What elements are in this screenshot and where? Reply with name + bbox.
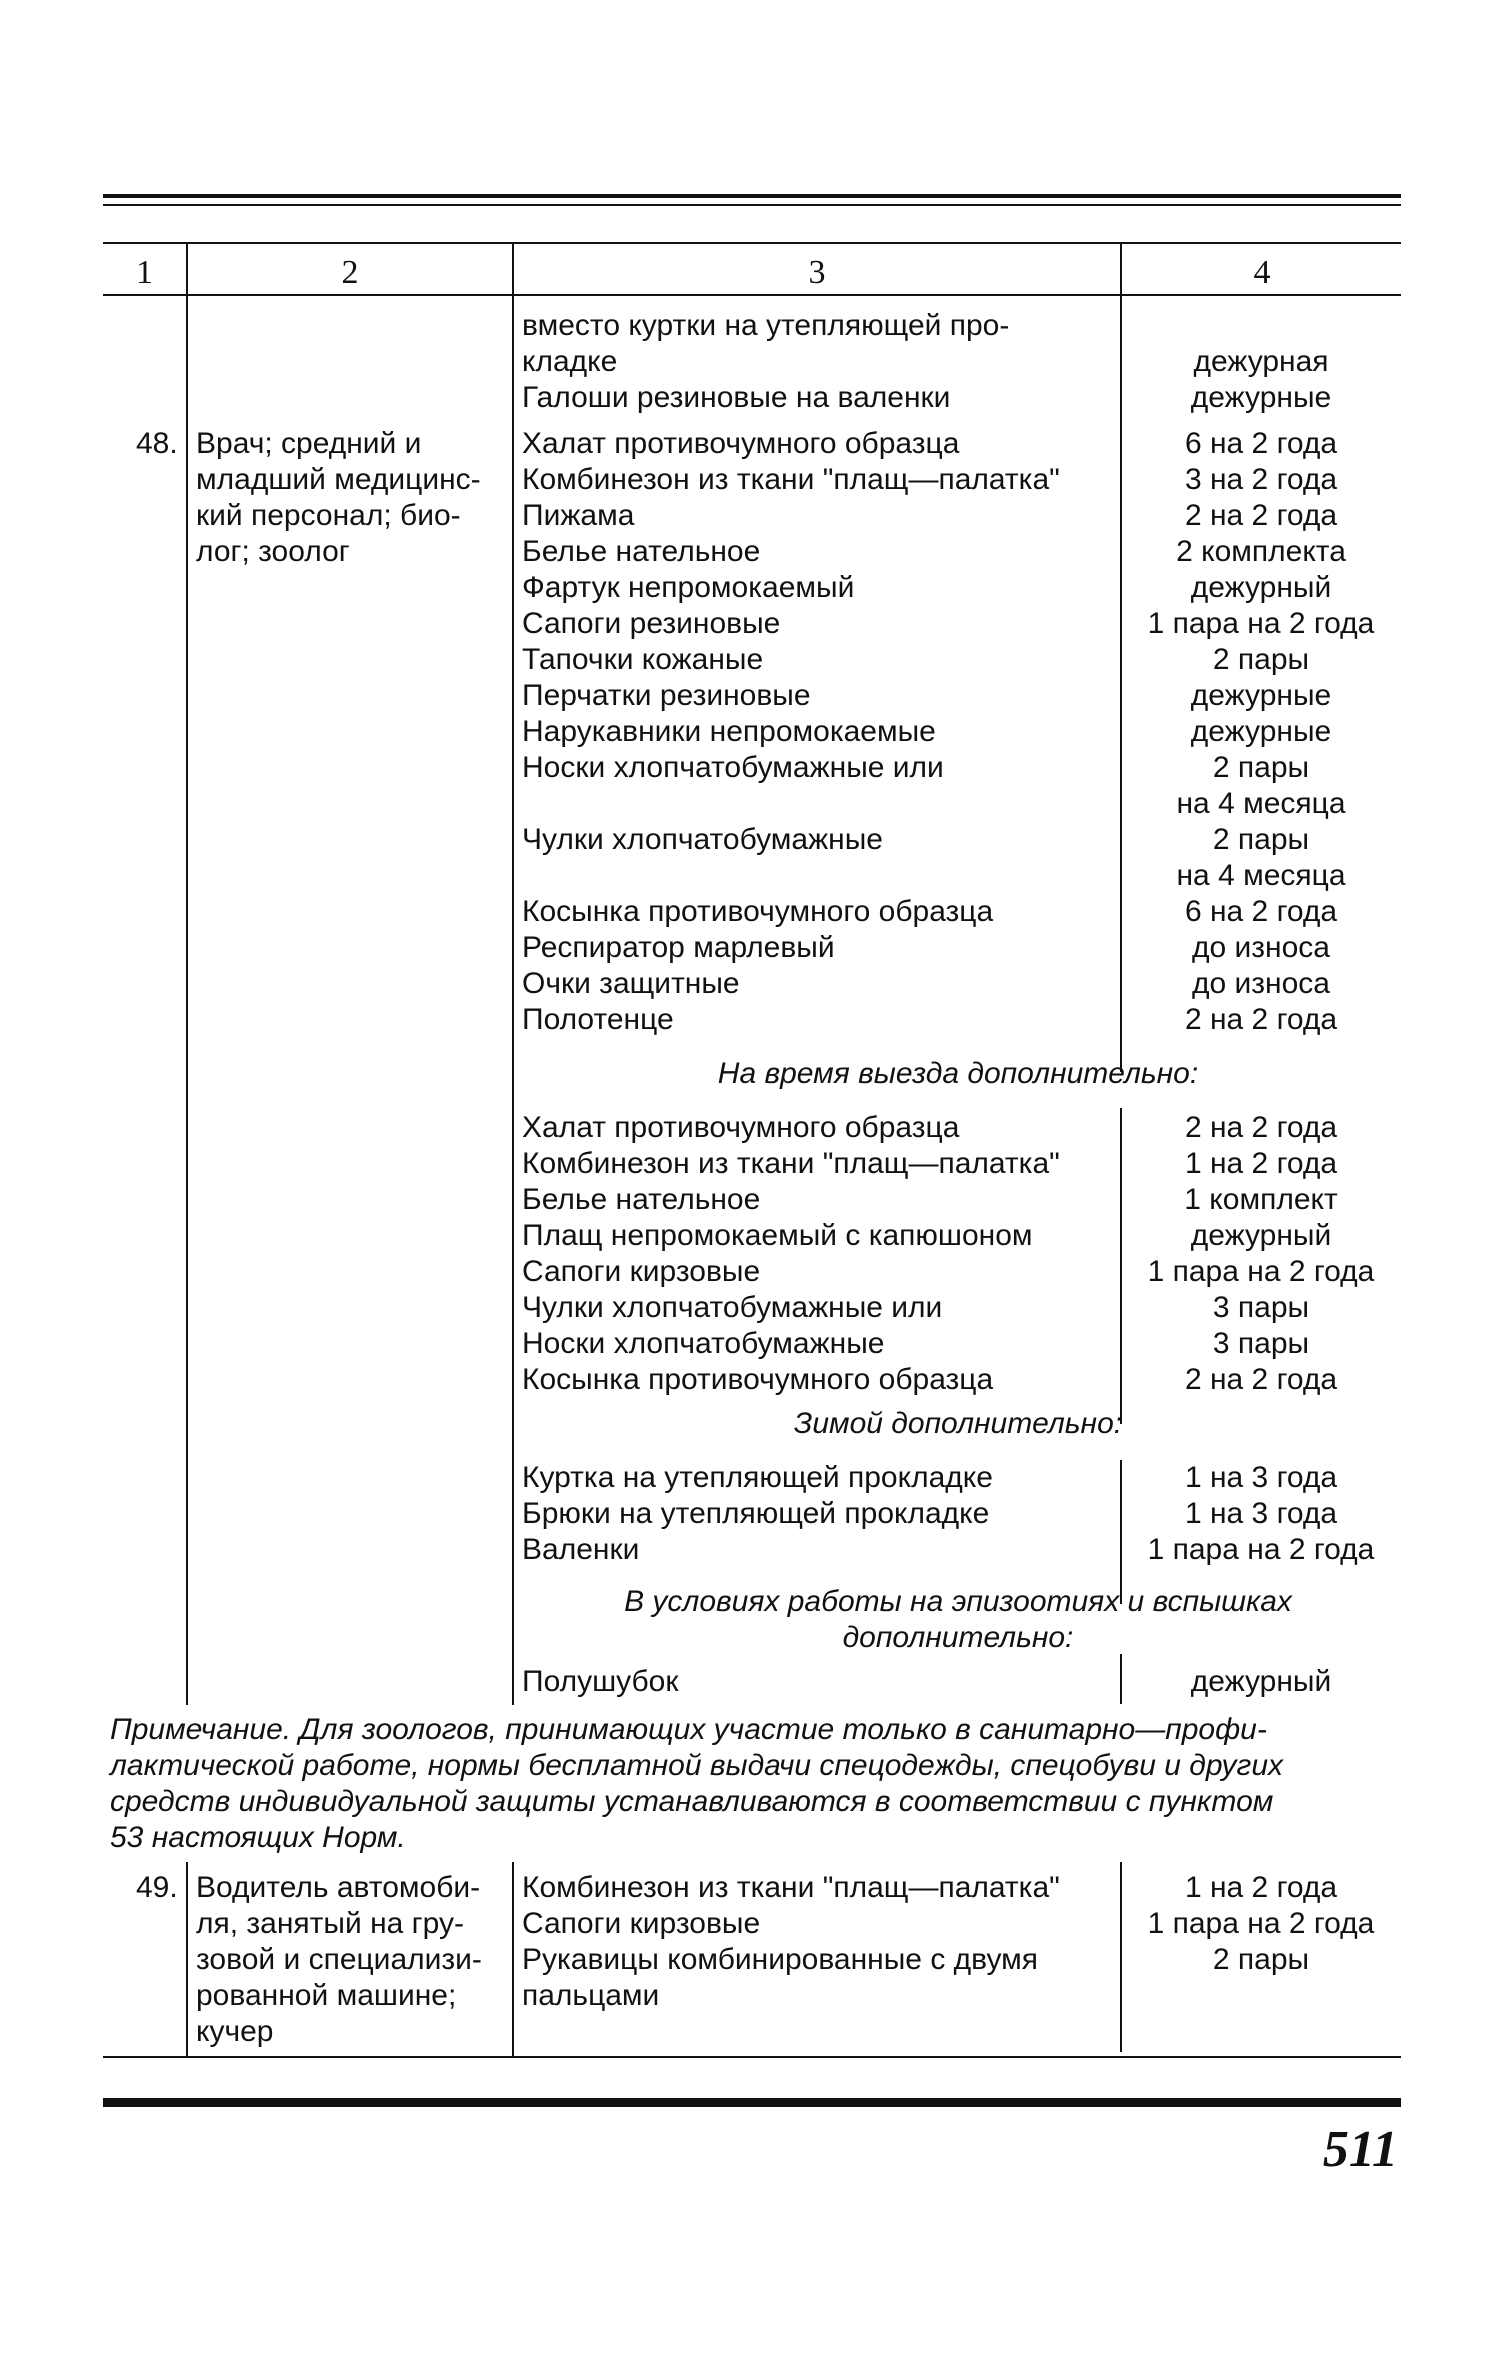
row48-item-name: Респиратор марлевый [522, 931, 835, 964]
continued-item-name: вместо куртки на утепляющей про- [522, 309, 1010, 342]
row49-item-name: Комбинезон из ткани "плащ—палатка" [522, 1871, 1060, 1904]
row48-item-name: Носки хлопчатобумажные или [522, 751, 944, 784]
trip-item-name: Комбинезон из ткани "плащ—палатка" [522, 1147, 1060, 1180]
trip-item-norm: 2 на 2 года [1184, 1111, 1338, 1144]
row48-item-name: Сапоги резиновые [522, 607, 781, 640]
winter-item-norm: 1 на 3 года [1184, 1497, 1338, 1530]
header-bottom-line [103, 294, 1401, 296]
header-col-3: 3 [808, 254, 826, 291]
row48-item-norm: 6 на 2 года [1184, 895, 1338, 928]
row48-item-name: Чулки хлопчатобумажные [522, 823, 883, 856]
epizootic-item-norm: дежурный [1190, 1665, 1332, 1698]
winter-item-name: Куртка на утепляющей прокладке [522, 1461, 993, 1494]
header-col-2: 2 [341, 254, 359, 291]
row48-item-name: Фартук непромокаемый [522, 571, 855, 604]
row48-item-norm: до износа [1192, 967, 1330, 1000]
row48-profession-line: лог; зоолог [196, 535, 350, 568]
row48-profession-line: кий персонал; био- [196, 499, 461, 532]
header-col-1: 1 [136, 254, 153, 291]
note-line: 53 настоящих Норм. [110, 1821, 406, 1854]
trip-item-name: Косынка противочумного образца [522, 1363, 994, 1396]
trip-item-norm: 1 пара на 2 года [1147, 1255, 1375, 1288]
trip-item-norm: 3 пары [1212, 1291, 1310, 1324]
row49-item-norm: 2 пары [1212, 1943, 1310, 1976]
trip-item-name: Чулки хлопчатобумажные или [522, 1291, 943, 1324]
row48-item-name: Белье нательное [522, 535, 761, 568]
row49-item-name: Рукавицы комбинированные с двумя [522, 1943, 1038, 1976]
row48-item-norm: 6 на 2 года [1184, 427, 1338, 460]
note-line: Примечание. Для зоологов, принимающих участие только в санитарно—профи- [110, 1713, 1267, 1746]
t2-col2-line [186, 1862, 188, 2058]
row48-item-norm: 2 на 2 года [1184, 1003, 1338, 1036]
top-rule-2 [103, 204, 1401, 206]
row48-item-norm: 1 пара на 2 года [1147, 607, 1375, 640]
row48-item-norm: 2 на 2 года [1184, 499, 1338, 532]
winter-item-norm: 1 на 3 года [1184, 1461, 1338, 1494]
section-heading-epizootic: дополнительно: [842, 1621, 1074, 1654]
row48-item-name: Пижама [522, 499, 635, 532]
row48-item-name: Нарукавники непромокаемые [522, 715, 936, 748]
note-line: средств индивидуальной защиты устанавливаются в соответствии с пунктом [110, 1785, 1274, 1818]
note-line: лактической работе, нормы бесплатной выдачи спецодежды, спецобуви и других [110, 1749, 1284, 1782]
note [110, 1712, 1400, 1856]
trip-item-norm: 2 на 2 года [1184, 1363, 1338, 1396]
row48-number: 48. [136, 427, 178, 460]
row48-item-norm: 2 пары [1212, 751, 1310, 784]
winter-item-name: Валенки [522, 1533, 640, 1566]
row48-item-norm: 3 на 2 года [1184, 463, 1338, 496]
row48-item-norm: на 4 месяца [1176, 859, 1346, 892]
row49-profession-line: рованной машине; [196, 1979, 457, 2012]
t2-bottom-line [103, 2056, 1401, 2058]
row49-profession-line: зовой и специализи- [196, 1943, 482, 1976]
row49-number: 49. [136, 1871, 178, 1904]
section-heading-winter: Зимой дополнительно: [793, 1407, 1123, 1440]
row48-item-name: Полотенце [522, 1003, 674, 1036]
row49-profession-line: Водитель автомоби- [196, 1871, 481, 1904]
row49-profession-line: ля, занятый на гру- [196, 1907, 464, 1940]
row49-item-name: пальцами [522, 1979, 660, 2012]
trip-item-name: Носки хлопчатобумажные [522, 1327, 885, 1360]
row48-item-norm: на 4 месяца [1176, 787, 1346, 820]
continued-item-name: кладке [522, 345, 618, 378]
row49-item-norm: 1 пара на 2 года [1147, 1907, 1375, 1940]
continued-item-norm: дежурные [1190, 381, 1332, 414]
row48-item-norm: 2 комплекта [1176, 535, 1346, 568]
winter-item-name: Брюки на утепляющей прокладке [522, 1497, 990, 1530]
page-number: 511 [1322, 2121, 1398, 2178]
continued-item-name: Галоши резиновые на валенки [522, 381, 951, 414]
row49-profession-line: кучер [196, 2015, 274, 2048]
row48-item-name: Тапочки кожаные [522, 643, 764, 676]
row48-profession-line: младший медицинс- [196, 463, 481, 496]
t2-col3-line [512, 1862, 514, 2058]
section-heading-epizootic: В условиях работы на эпизоотиях и вспышках [624, 1585, 1292, 1618]
trip-item-name: Сапоги кирзовые [522, 1255, 761, 1288]
row48-profession-line: Врач; средний и [196, 427, 422, 460]
row48-item-norm: дежурные [1190, 679, 1332, 712]
trip-item-name: Халат противочумного образца [522, 1111, 960, 1144]
row48-item-norm: дежурный [1190, 571, 1332, 604]
trip-item-norm: 1 комплект [1184, 1183, 1338, 1216]
continued-item-norm: дежурная [1193, 345, 1329, 378]
row49-item-norm: 1 на 2 года [1184, 1871, 1338, 1904]
row48-item-norm: дежурные [1190, 715, 1332, 748]
section-heading-trip: На время выезда дополнительно: [717, 1057, 1199, 1090]
col3-left-line [512, 296, 514, 1705]
winter-item-norm: 1 пара на 2 года [1147, 1533, 1375, 1566]
bottom-thick-rule [103, 2098, 1401, 2107]
row49-item-name: Сапоги кирзовые [522, 1907, 761, 1940]
row48-item-name: Косынка противочумного образца [522, 895, 994, 928]
row48-item-name: Перчатки резиновые [522, 679, 811, 712]
trip-item-norm: дежурный [1190, 1219, 1332, 1252]
header-col-4: 4 [1253, 254, 1271, 291]
row48-item-name: Комбинезон из ткани "плащ—палатка" [522, 463, 1060, 496]
row48-item-name: Халат противочумного образца [522, 427, 960, 460]
col2-left-line [186, 296, 188, 1705]
row48-item-norm: 2 пары [1212, 643, 1310, 676]
row48-item-name: Очки защитные [522, 967, 740, 1000]
row48-item-norm: 2 пары [1212, 823, 1310, 856]
trip-item-norm: 3 пары [1212, 1327, 1310, 1360]
trip-item-name: Плащ непромокаемый с капюшоном [522, 1219, 1033, 1252]
top-rule-1 [103, 194, 1401, 198]
trip-item-name: Белье нательное [522, 1183, 761, 1216]
row48-item-norm: до износа [1192, 931, 1330, 964]
header-top-line [103, 242, 1401, 244]
trip-item-norm: 1 на 2 года [1184, 1147, 1338, 1180]
epizootic-item-name: Полушубок [522, 1665, 679, 1698]
